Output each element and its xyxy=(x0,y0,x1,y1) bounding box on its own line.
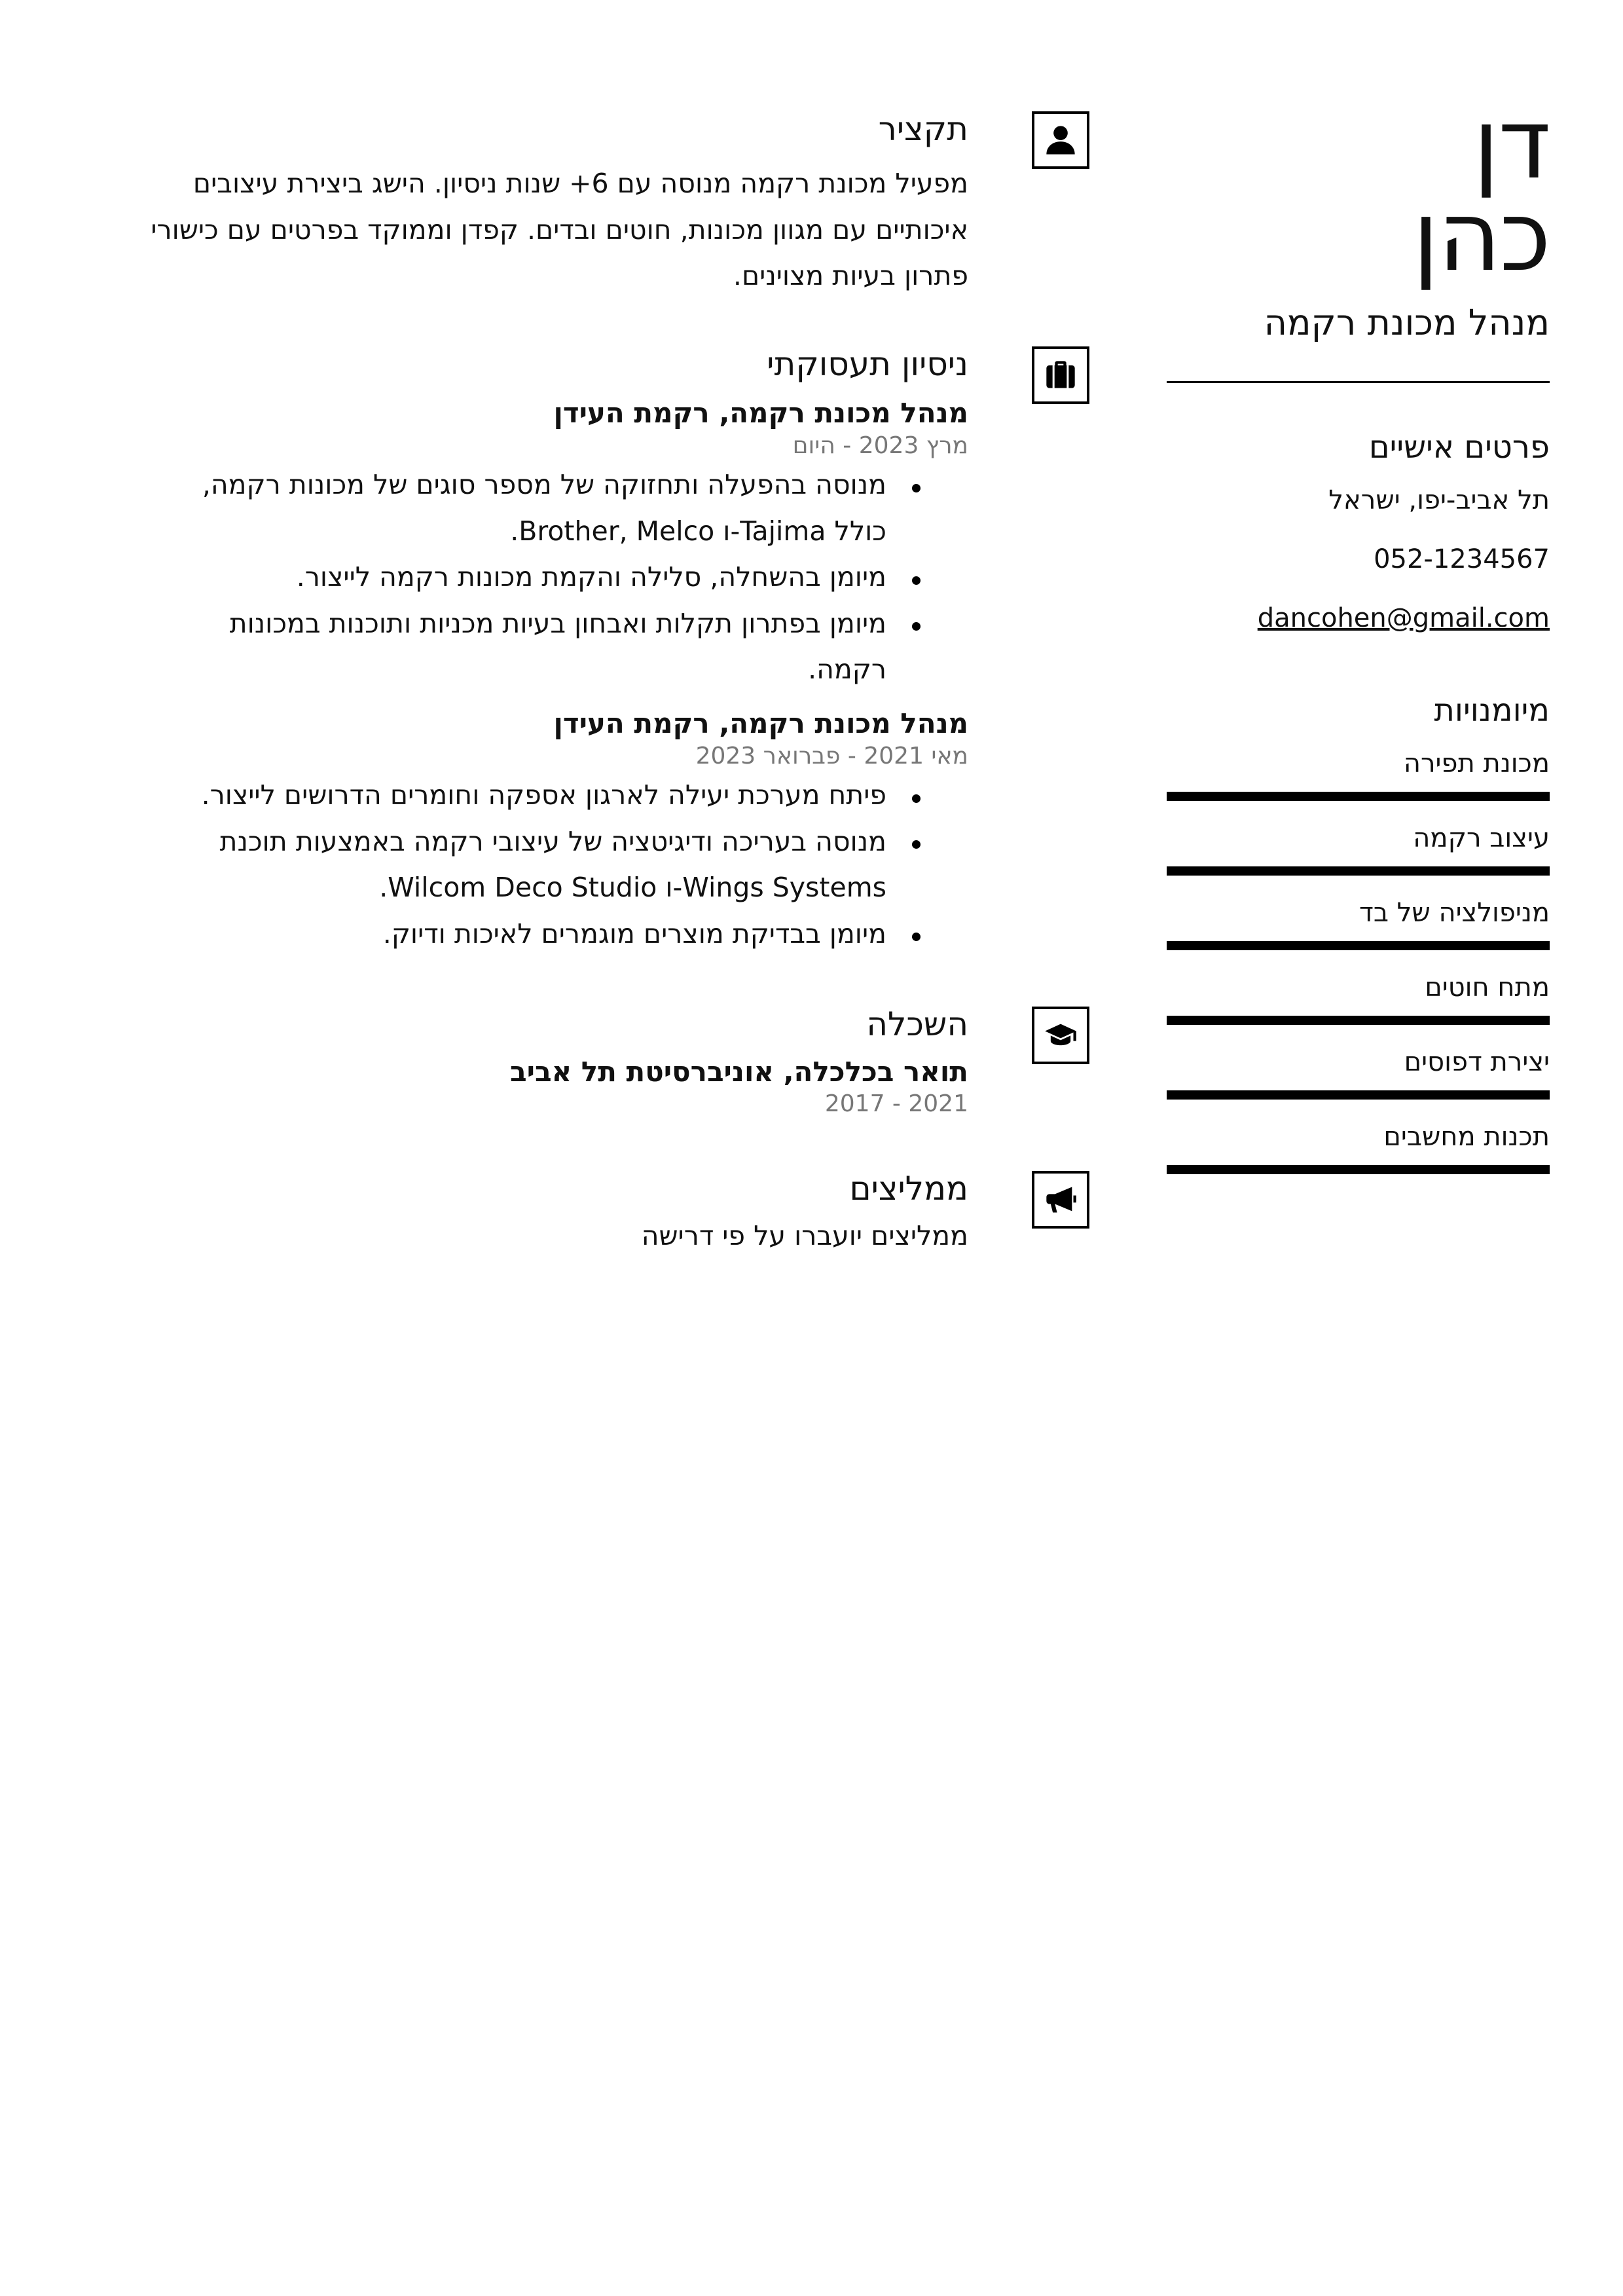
job-title: מנהל מכונת רקמה xyxy=(1264,302,1550,344)
full-name xyxy=(1167,88,1550,293)
skill-level-bar xyxy=(1167,941,1550,950)
bullet-item: מיומן בהשחלה, סלילה והקמת מכונות רקמה לייצור. xyxy=(143,554,886,601)
education-dates: 2021 - 2017 xyxy=(824,1090,968,1118)
last-name: כהן xyxy=(1412,179,1550,293)
bullet-item: מנוסה בעריכה ודיגיטציה של עיצובי רקמה באמצעות תוכנת Wings Systems-ו Wilcom Deco Studio. xyxy=(143,819,886,911)
skill-level-fill xyxy=(1167,866,1550,876)
skill-item xyxy=(1167,1047,1550,1100)
job-entry-title: מנהל מכונת רקמה, רקמת העידן xyxy=(553,707,968,739)
sidebar-divider xyxy=(1167,381,1550,383)
skill-level-fill xyxy=(1167,1016,1550,1025)
skill-level-bar xyxy=(1167,1090,1550,1100)
skill-item xyxy=(1167,972,1550,1025)
skills-heading: מיומנויות xyxy=(1434,692,1550,730)
skill-item xyxy=(1167,749,1550,801)
phone: 052-1234567 xyxy=(1374,544,1550,575)
megaphone-icon xyxy=(1032,1171,1089,1229)
bullet-item: פיתח מערכת יעילה לארגון אספקה וחומרים הדרושים לייצור. xyxy=(143,772,886,819)
person-icon xyxy=(1032,111,1089,169)
education-degree: תואר בכלכלה, אוניברסיטת תל אביב xyxy=(510,1056,968,1088)
first-name: דן xyxy=(1472,88,1550,200)
job-entry-dates: מאי 2021 - פברואר 2023 xyxy=(695,743,968,770)
briefcase-icon xyxy=(1032,346,1089,404)
main-content xyxy=(143,111,968,1251)
summary-section xyxy=(143,111,968,299)
references-section xyxy=(143,1171,968,1251)
summary-text: מפעיל מכונת רקמה מנוסה עם 6+ שנות ניסיון. הישג ביצירת עיצובים איכותיים עם מגוון מכונות, חוטים ובדים. קפדן וממוקד בפרטים עם כישורי פתרון בעיות מצוינים. xyxy=(151,168,968,292)
skill-item xyxy=(1167,898,1550,950)
job-entry xyxy=(143,396,968,693)
summary-heading: תקציר xyxy=(878,110,968,148)
bullet-item: מיומן בבדיקת מוצרים מוגמרים לאיכות ודיוק. xyxy=(143,911,886,957)
skill-item xyxy=(1167,1122,1550,1174)
experience-section xyxy=(143,346,968,957)
skill-level-fill xyxy=(1167,941,1550,950)
job-entry-bullets xyxy=(143,772,968,957)
job-entry-bullets xyxy=(143,462,968,693)
skill-level-bar xyxy=(1167,1016,1550,1025)
experience-heading: ניסיון תעסוקתי xyxy=(767,344,968,383)
references-heading: ממליצים xyxy=(849,1170,968,1208)
skill-level-bar xyxy=(1167,1165,1550,1174)
job-entry xyxy=(143,706,968,957)
skill-label: יצירת דפוסים xyxy=(1404,1047,1550,1078)
email-link[interactable]: dancohen@gmail.com xyxy=(1257,603,1550,634)
graduation-cap-icon xyxy=(1032,1007,1089,1064)
references-text: ממליצים יועברו על פי דרישה xyxy=(641,1220,968,1252)
sidebar xyxy=(1167,88,1550,1196)
skill-level-bar xyxy=(1167,792,1550,801)
skill-label: תכנות מחשבים xyxy=(1383,1122,1550,1153)
skill-label: מתח חוטים xyxy=(1425,972,1550,1003)
skill-level-fill xyxy=(1167,792,1550,801)
skill-level-fill xyxy=(1167,1165,1550,1174)
education-section xyxy=(143,1007,968,1117)
education-heading: השכלה xyxy=(866,1005,968,1044)
skill-level-fill xyxy=(1167,1090,1550,1100)
skill-label: מכונת תפירה xyxy=(1403,749,1550,779)
job-entry-dates: מרץ 2023 - היום xyxy=(792,432,968,460)
skill-level-bar xyxy=(1167,866,1550,876)
location: תל אביב-יפו, ישראל xyxy=(1328,485,1550,516)
skills-list xyxy=(1167,749,1550,1174)
bullet-item: מיומן בפתרון תקלות ואבחון בעיות מכניות ותוכנות במכונות רקמה. xyxy=(143,601,886,693)
job-entry-title: מנהל מכונת רקמה, רקמת העידן xyxy=(553,396,968,429)
skill-item xyxy=(1167,823,1550,876)
skill-label: עיצוב רקמה xyxy=(1413,823,1550,854)
personal-details-heading: פרטים אישיים xyxy=(1368,429,1550,466)
skill-label: מניפולציה של בד xyxy=(1359,898,1550,929)
bullet-item: מנוסה בהפעלה ותחזוקה של מספר סוגים של מכונות רקמה, כולל Tajima-ו Brother, Melco. xyxy=(143,462,886,554)
personal-details xyxy=(1167,429,1550,633)
skills xyxy=(1167,692,1550,1174)
